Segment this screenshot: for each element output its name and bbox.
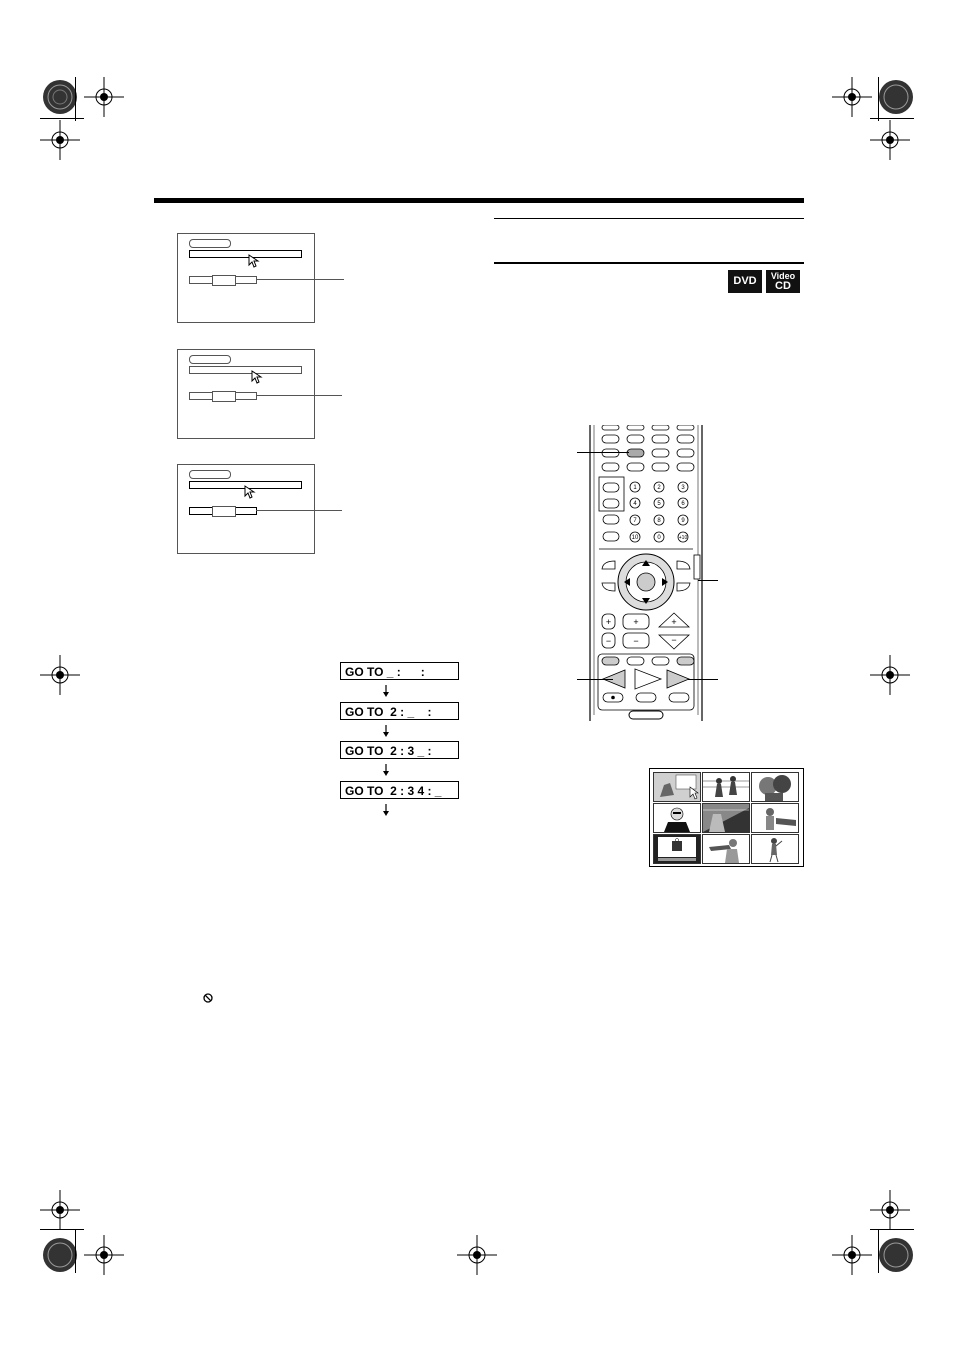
remote-key-label: 4 <box>633 501 637 507</box>
section-rule <box>494 218 804 219</box>
dvd-badge <box>728 270 762 293</box>
header-rule <box>154 198 804 203</box>
pointer-cursor-icon <box>248 254 262 268</box>
remote-key-label: 1 <box>633 485 637 491</box>
section-rule <box>494 262 804 264</box>
remote-key-label: 6 <box>681 501 685 507</box>
goto-label: GO TO <box>345 665 384 679</box>
digest-frame <box>653 834 701 864</box>
minus-icon: − <box>633 636 639 646</box>
goto-display <box>340 662 459 680</box>
arrow-down-icon <box>381 685 391 697</box>
remote-key-label: 0 <box>657 535 661 541</box>
digest-frame <box>702 803 750 833</box>
osd-tab <box>189 239 231 248</box>
goto-label: GO TO <box>345 784 384 798</box>
remote-key-label: 5 <box>657 501 661 507</box>
video-cd-badge-top: Video <box>770 271 796 281</box>
callout-line <box>256 279 344 280</box>
prohibited-icon <box>203 993 213 1003</box>
remote-key-label: 3 <box>681 485 685 491</box>
digest-screen-illustration <box>649 768 804 867</box>
registration-mark-icon <box>876 77 916 117</box>
crosshair-icon <box>870 120 910 160</box>
crop-line <box>878 77 879 121</box>
callout-line <box>688 679 718 680</box>
osd-slider-knob <box>212 506 236 517</box>
video-cd-badge-bottom: CD <box>775 280 791 292</box>
arrow-down-icon <box>381 764 391 776</box>
digest-frame <box>751 834 799 864</box>
crop-line <box>40 118 84 119</box>
remote-key-label: 7 <box>633 518 637 524</box>
digest-frame <box>751 803 799 833</box>
digest-frame <box>702 834 750 864</box>
osd-screen-illustration <box>177 464 315 554</box>
crosshair-icon <box>40 120 80 160</box>
osd-tab <box>189 355 231 364</box>
digest-frame <box>653 803 701 833</box>
osd-slider <box>189 392 257 400</box>
minus-icon: − <box>671 635 677 645</box>
goto-display <box>340 781 459 799</box>
remote-key-label: 10 <box>631 535 639 541</box>
crop-line <box>40 1229 84 1230</box>
crosshair-icon <box>870 655 910 695</box>
pointer-cursor-icon <box>251 370 265 384</box>
crosshair-icon <box>40 655 80 695</box>
crosshair-icon <box>84 1235 124 1275</box>
callout-line <box>256 510 342 511</box>
remote-control-illustration <box>589 425 703 721</box>
registration-mark-icon <box>40 77 80 117</box>
registration-mark-icon <box>876 1235 916 1275</box>
arrow-down-icon <box>381 804 391 816</box>
digest-frame <box>653 772 701 802</box>
remote-key-label: 2 <box>657 485 661 491</box>
goto-label: GO TO <box>345 744 384 758</box>
osd-slider-knob <box>212 275 236 286</box>
osd-screen-illustration <box>177 349 315 439</box>
crop-line <box>75 77 76 121</box>
remote-key-label: +10 <box>678 535 688 541</box>
plus-icon: + <box>605 617 612 627</box>
crop-line <box>75 1229 76 1273</box>
goto-display <box>340 741 459 759</box>
video-cd-badge <box>766 270 800 293</box>
pointer-cursor-icon <box>244 485 258 499</box>
registration-mark-icon <box>40 1235 80 1275</box>
crosshair-icon <box>457 1235 497 1275</box>
goto-value: _ : : <box>383 665 425 679</box>
crop-line <box>878 1229 879 1273</box>
osd-screen-illustration <box>177 233 315 323</box>
crosshair-icon <box>870 1190 910 1230</box>
arrow-down-icon <box>381 725 391 737</box>
dvd-badge-label: DVD <box>733 275 757 287</box>
crosshair-icon <box>832 1235 872 1275</box>
crosshair-icon <box>832 77 872 117</box>
minus-icon: − <box>605 636 612 646</box>
remote-key-label: 8 <box>657 518 661 524</box>
remote-key-label: 9 <box>681 518 685 524</box>
osd-bar <box>189 366 302 374</box>
callout-line <box>577 679 613 680</box>
goto-value: 2 : _ : <box>383 705 432 719</box>
crop-line <box>870 1229 914 1230</box>
osd-tab <box>189 470 231 479</box>
osd-slider-knob <box>212 391 236 402</box>
plus-icon: + <box>671 617 677 627</box>
callout-line <box>577 452 629 453</box>
digest-frame <box>702 772 750 802</box>
digest-frame <box>751 772 799 802</box>
plus-icon: + <box>633 617 639 627</box>
osd-slider <box>189 507 257 515</box>
osd-slider <box>189 276 257 284</box>
goto-value: 2 : 3 4 : _ <box>383 784 442 798</box>
callout-line <box>698 580 718 581</box>
crosshair-icon <box>84 77 124 117</box>
osd-bar <box>189 250 302 258</box>
goto-display <box>340 702 459 720</box>
crop-line <box>870 118 914 119</box>
goto-value: 2 : 3 _ : <box>383 744 432 758</box>
callout-line <box>256 395 342 396</box>
crosshair-icon <box>40 1190 80 1230</box>
goto-label: GO TO <box>345 705 384 719</box>
